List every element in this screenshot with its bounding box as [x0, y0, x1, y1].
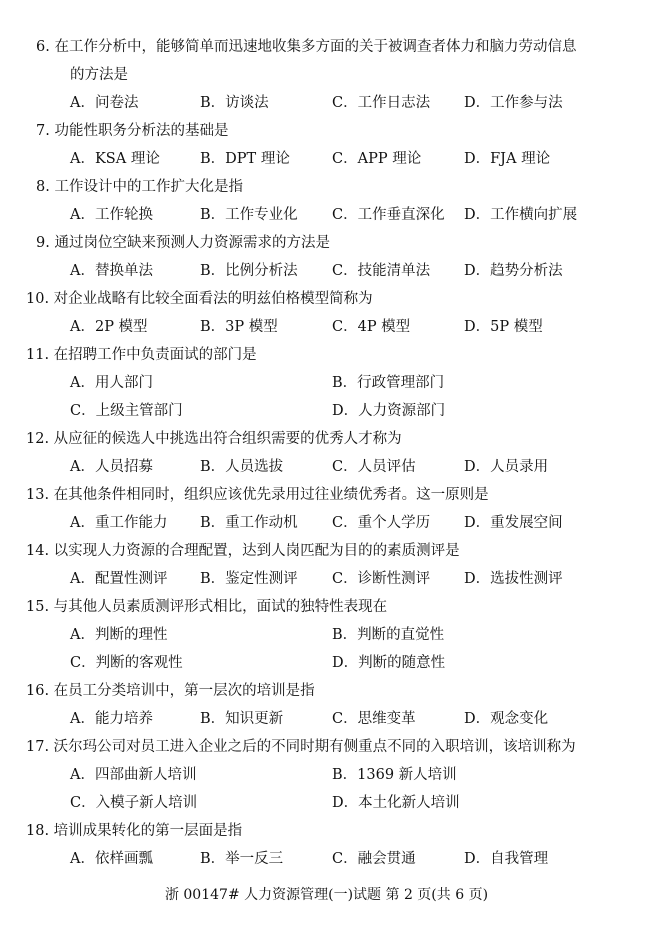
question-16: 16. 在员工分类培训中，第一层次的培训是指 [26, 683, 315, 699]
option: A．人员招募 [70, 459, 153, 475]
option: B．知识更新 [200, 711, 284, 727]
option: B．重工作动机 [200, 515, 298, 531]
question-9: 9. 通过岗位空缺来预测人力资源需求的方法是 [36, 235, 330, 251]
option: D．判断的随意性 [332, 655, 446, 671]
option: A．2P 模型 [70, 319, 148, 335]
question-13: 13. 在其他条件相同时，组织应该优先录用过往业绩优秀者。这一原则是 [26, 487, 489, 503]
option: C．诊断性测评 [332, 571, 431, 587]
question-7: 7. 功能性职务分析法的基础是 [36, 123, 229, 139]
option: A．四部曲新人培训 [70, 767, 197, 783]
option: B．3P 模型 [200, 319, 278, 335]
option: B．比例分析法 [200, 263, 298, 279]
option: A．重工作能力 [70, 515, 168, 531]
question-17: 17. 沃尔玛公司对员工进入企业之后的不同时期有侧重点不同的入职培训，该培训称为 [26, 739, 576, 755]
option: A．KSA 理论 [70, 151, 160, 167]
question-15: 15. 与其他人员素质测评形式相比，面试的独特性表现在 [26, 599, 388, 615]
option: A．用人部门 [70, 375, 153, 391]
option: C．4P 模型 [332, 319, 411, 335]
question-8: 8. 工作设计中的工作扩大化是指 [36, 179, 243, 195]
option: B．工作专业化 [200, 207, 298, 223]
option: D．工作横向扩展 [464, 207, 578, 223]
option: C．工作垂直深化 [332, 207, 445, 223]
question-11: 11. 在招聘工作中负责面试的部门是 [26, 347, 257, 363]
option: C．技能清单法 [332, 263, 431, 279]
option: D．自我管理 [464, 851, 549, 867]
option: C．融会贯通 [332, 851, 416, 867]
option: B．举一反三 [200, 851, 284, 867]
option: A．替换单法 [70, 263, 153, 279]
option: C．入模子新人培训 [70, 795, 198, 811]
option: D．趋势分析法 [464, 263, 563, 279]
option: C．判断的客观性 [70, 655, 183, 671]
option: D．5P 模型 [464, 319, 543, 335]
question-10: 10. 对企业战略有比较全面看法的明兹伯格模型简称为 [26, 291, 373, 307]
option: B．DPT 理论 [200, 151, 290, 167]
option: D．观念变化 [464, 711, 549, 727]
option: D．人员录用 [464, 459, 549, 475]
option: C．APP 理论 [332, 151, 422, 167]
option: B．访谈法 [200, 95, 269, 111]
question-12: 12. 从应征的候选人中挑选出符合组织需要的优秀人才称为 [26, 431, 402, 447]
page-footer: 浙 00147# 人力资源管理(一)试题 第 2 页(共 6 页) [164, 887, 489, 903]
option: D．重发展空间 [464, 515, 563, 531]
option: A．能力培养 [70, 711, 153, 727]
option: C．人员评估 [332, 459, 416, 475]
option: B．人员选拔 [200, 459, 284, 475]
option: C．思维变革 [332, 711, 416, 727]
option: D．人力资源部门 [332, 403, 446, 419]
option: A．工作轮换 [70, 207, 153, 223]
option: C．重个人学历 [332, 515, 431, 531]
option: B．1369 新人培训 [332, 767, 457, 783]
question-14: 14. 以实现人力资源的合理配置，达到人岗匹配为目的的素质测评是 [26, 543, 460, 559]
option: B．行政管理部门 [332, 375, 445, 391]
option: A．判断的理性 [70, 627, 168, 643]
option: B．判断的直觉性 [332, 627, 445, 643]
option: C．上级主管部门 [70, 403, 183, 419]
option: D．选拔性测评 [464, 571, 563, 587]
option: D．工作参与法 [464, 95, 563, 111]
question-6: 6. 在工作分析中，能够简单而迅速地收集多方面的关于被调查者体力和脑力劳动信息 [36, 39, 577, 55]
option: B．鉴定性测评 [200, 571, 298, 587]
option: A．依样画瓢 [70, 851, 153, 867]
option: D．本土化新人培训 [332, 795, 460, 811]
option: A．问卷法 [70, 95, 139, 111]
question-18: 18. 培训成果转化的第一层面是指 [26, 823, 243, 839]
option: D．FJA 理论 [464, 151, 551, 167]
option: C．工作日志法 [332, 95, 431, 111]
option: A．配置性测评 [70, 571, 168, 587]
question-6-continuation: 的方法是 [70, 67, 128, 83]
